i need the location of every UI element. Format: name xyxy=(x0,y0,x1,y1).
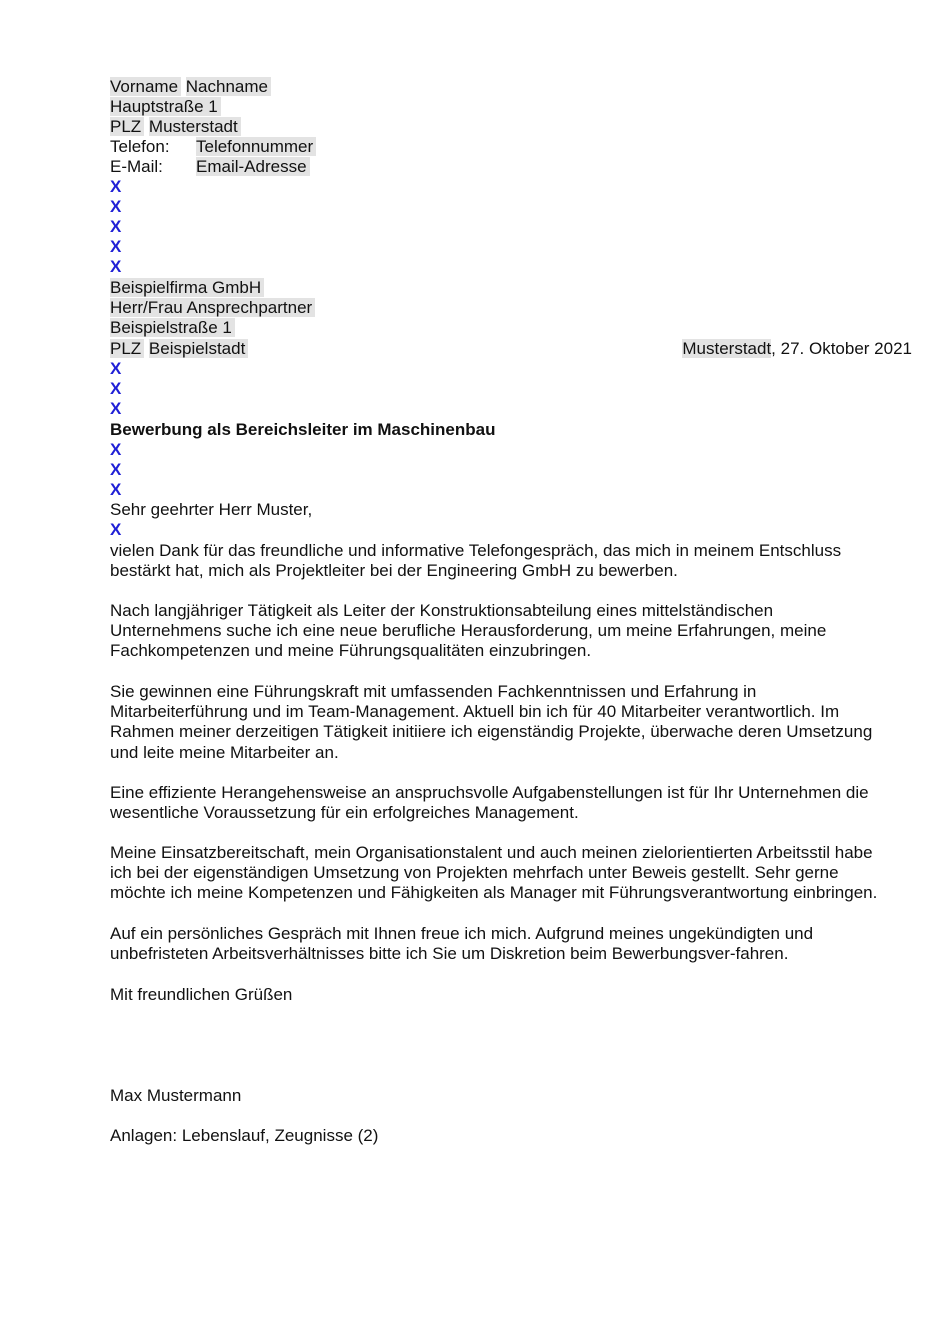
spacer-mark: X xyxy=(110,237,122,256)
date-place: Musterstadt xyxy=(682,339,772,358)
email-value: Email-Adresse xyxy=(196,157,310,176)
paragraph-line: Eine effiziente Herangehensweise an anspruchsvolle Aufgabenstellungen ist für Ihr Unternehmen die xyxy=(110,783,869,802)
sender-city-line xyxy=(110,117,241,137)
spacer-mark: X xyxy=(110,460,122,479)
recipient-zip: PLZ xyxy=(110,339,144,358)
sender-last-name: Nachname xyxy=(186,77,271,96)
paragraph-line: Nach langjähriger Tätigkeit als Leiter der Konstruktionsabteilung eines mittelständischen xyxy=(110,601,774,620)
recipient-city: Beispielstadt xyxy=(149,339,248,358)
paragraph-line: vielen Dank für das freundliche und informative Telefongespräch, das mich in meinem Entschluss xyxy=(110,541,842,560)
spacer-mark: X xyxy=(110,520,122,539)
date-text: , 27. Oktober 2021 xyxy=(771,339,912,358)
recipient-contact xyxy=(110,298,315,318)
spacer-mark: X xyxy=(110,177,122,196)
sender-first-name: Vorname xyxy=(110,77,181,96)
letter-subject: Bewerbung als Bereichsleiter im Maschinenbau xyxy=(110,420,496,439)
paragraph-line: Meine Einsatzbereitschaft, mein Organisationstalent und auch meinen zielorientierten Arbeitsstil habe xyxy=(110,843,873,862)
recipient-company-text: Beispielfirma GmbH xyxy=(110,278,264,297)
body-paragraph xyxy=(110,783,910,823)
sender-zip: PLZ xyxy=(110,117,144,136)
attachments: Anlagen: Lebenslauf, Zeugnisse (2) xyxy=(110,1126,379,1145)
recipient-company xyxy=(110,278,264,298)
paragraph-line: bestärkt hat, mich als Projektleiter bei der Engineering GmbH zu bewerben. xyxy=(110,561,678,581)
spacer-mark: X xyxy=(110,480,122,499)
paragraph-line: Mitarbeiterführung und im Team-Management. Aktuell bin ich für 40 Mitarbeiter verantwortlich. Im xyxy=(110,702,840,722)
paragraph-line: Auf ein persönliches Gespräch mit Ihnen freue ich mich. Aufgrund meines ungekündigten und xyxy=(110,924,814,943)
spacer-mark: X xyxy=(110,359,122,378)
body-paragraph xyxy=(110,843,910,904)
phone-value: Telefonnummer xyxy=(196,137,316,156)
spacer-mark: X xyxy=(110,399,122,418)
signature-name: Max Mustermann xyxy=(110,1086,242,1105)
paragraph-line: und leite meine Mitarbeiter an. xyxy=(110,742,339,762)
recipient-city-line xyxy=(110,339,248,359)
paragraph-line: unbefristeten Arbeitsverhältnisses bitte ich Sie um Diskretion beim Bewerbungsver-fahren. xyxy=(110,944,789,964)
spacer-mark: X xyxy=(110,440,122,459)
salutation: Sehr geehrter Herr Muster, xyxy=(110,500,313,519)
sender-email-line xyxy=(110,157,310,177)
paragraph-line: Sie gewinnen eine Führungskraft mit umfassenden Fachkenntnissen und Erfahrung in xyxy=(110,682,757,701)
spacer-mark: X xyxy=(110,257,122,276)
recipient-street xyxy=(110,318,235,338)
spacer-mark: X xyxy=(110,379,122,398)
recipient-contact-text: Herr/Frau Ansprechpartner xyxy=(110,298,315,317)
body-paragraph xyxy=(110,541,910,581)
paragraph-line: Rahmen meiner derzeitigen Tätigkeit initiiere ich eigenständig Projekte, überwache deren Umsetzung xyxy=(110,722,873,742)
paragraph-line: wesentliche Voraussetzung für ein erfolgreiches Management. xyxy=(110,803,579,823)
recipient-street-text: Beispielstraße 1 xyxy=(110,318,235,337)
paragraph-line: Unternehmens suche ich eine neue berufliche Herausforderung, um meine Erfahrungen, meine xyxy=(110,621,827,641)
sender-street-line xyxy=(110,97,221,117)
paragraph-line: ich bei der eigenständigen Umsetzung von Projekten mehrfach unter Beweis gestellt. Sehr gerne xyxy=(110,863,839,883)
spacer-mark: X xyxy=(110,197,122,216)
sender-phone-line xyxy=(110,137,316,157)
email-label: E-Mail: xyxy=(110,157,163,176)
sender-name-line xyxy=(110,77,271,97)
body-paragraph xyxy=(110,682,910,763)
paragraph-line: möchte ich meine Kompetenzen und Fähigkeiten als Manager mit Führungsverantwortung einbringen. xyxy=(110,883,878,903)
closing: Mit freundlichen Grüßen xyxy=(110,985,293,1004)
sender-street: Hauptstraße 1 xyxy=(110,97,221,116)
body-paragraph xyxy=(110,601,910,662)
body-paragraph xyxy=(110,924,910,964)
letter-date xyxy=(682,339,912,359)
sender-city: Musterstadt xyxy=(149,117,241,136)
spacer-mark: X xyxy=(110,217,122,236)
paragraph-line: Fachkompetenzen und meine Führungsqualitäten einzubringen. xyxy=(110,641,592,661)
phone-label: Telefon: xyxy=(110,137,170,156)
